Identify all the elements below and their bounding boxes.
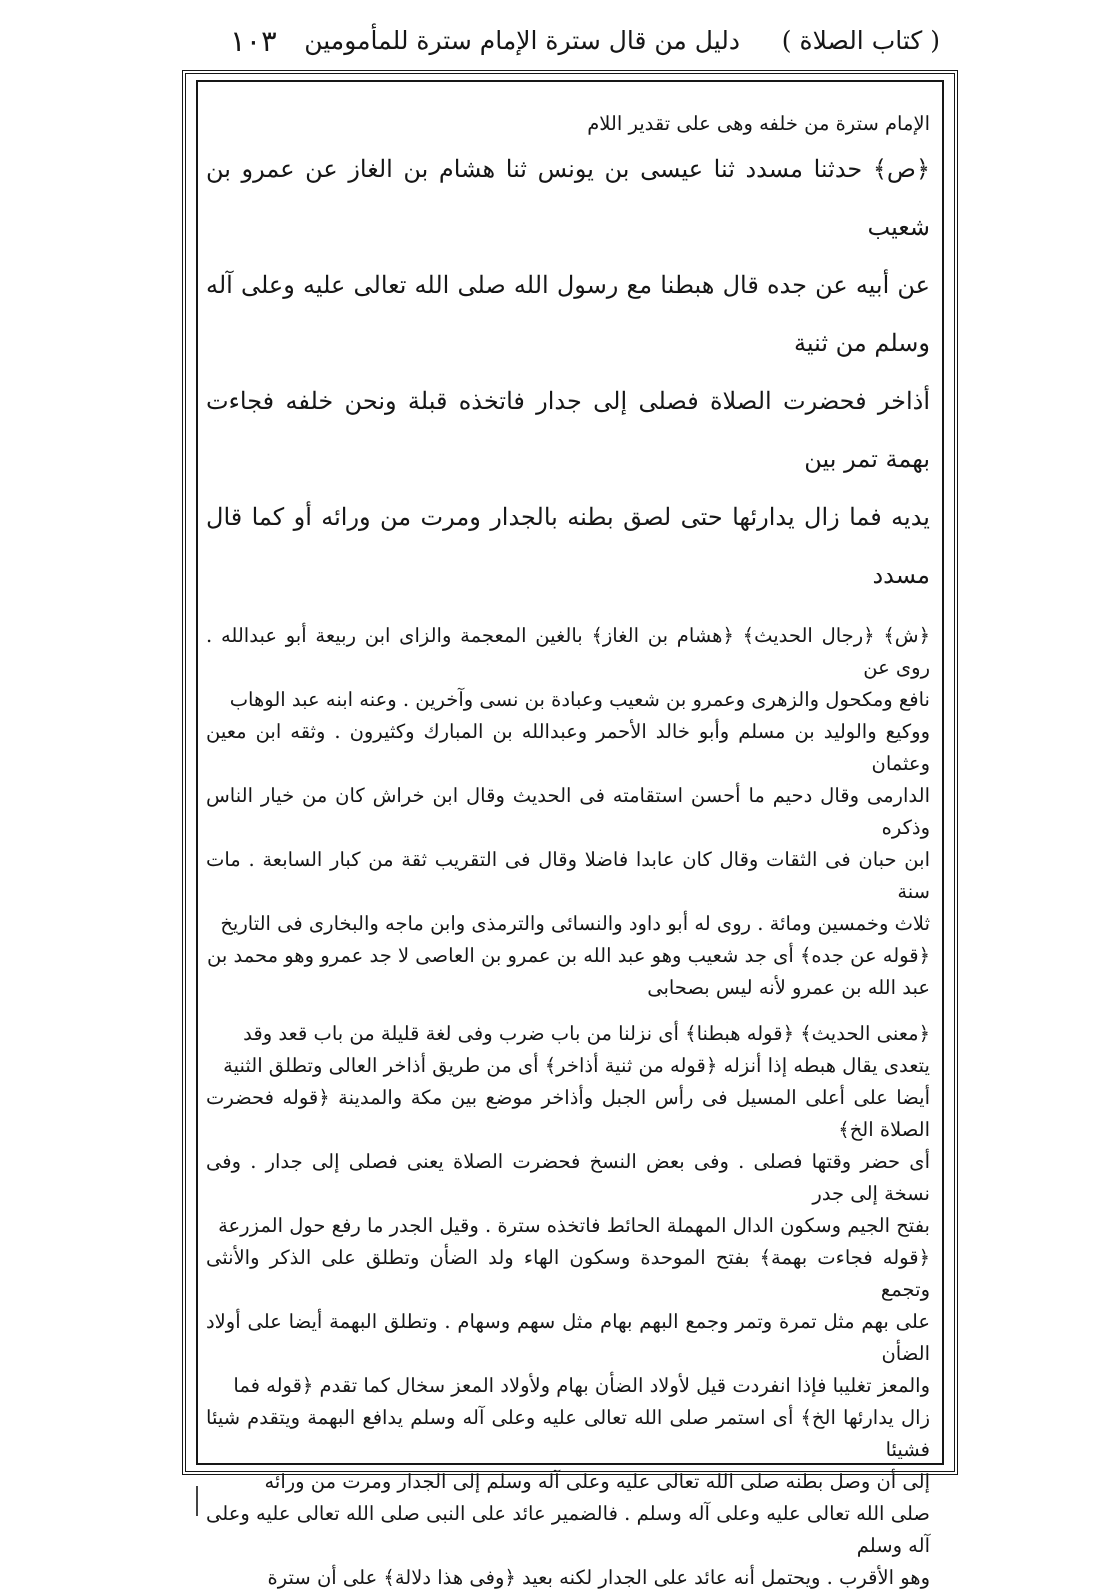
hadith-line: أذاخر فحضرت الصلاة فصلى إلى جدار فاتخذه قبلة ونحن خلفه فجاءت بهمة تمر بين (206, 387, 931, 473)
narrators-commentary (206, 620, 930, 1004)
commentary-line: على بهم مثل تمرة وتمر وجمع البهم بهام مثل سهم وسهام . وتطلق البهمة أيضا على أولاد الضأن (206, 1310, 930, 1365)
commentary-line: ﴿معنى الحديث﴾ ﴿قوله هبطنا﴾ أى نزلنا من باب ضرب وفى لغة قليلة من باب قعد وقد (243, 1022, 930, 1045)
commentary-line: نافع ومكحول والزهرى وعمرو بن شعيب وعبادة بن نسى وآخرين . وعنه ابنه عبد الوهاب (229, 688, 930, 711)
commentary-line: عبد الله بن عمرو لأنه ليس بصحابى (647, 976, 930, 999)
commentary-line: ثلاث وخمسين ومائة . روى له أبو داود والنسائى والترمذى وابن ماجه والبخارى فى التاريخ (220, 912, 930, 935)
intro-line: الإمام سترة من خلفه وهى على تقدير اللام (587, 112, 930, 135)
page-number: ١٠٣ (230, 24, 277, 58)
page-body (206, 108, 930, 1594)
chapter-title: ( كتاب الصلاة ) (781, 26, 940, 55)
section-title: دليل من قال سترة الإمام سترة للمأمومين (304, 26, 740, 55)
commentary-line: وهو الأقرب . ويحتمل أنه عائد على الجدار لكنه بعيد ﴿وفى هذا دلالة﴾ على أن سترة (267, 1566, 930, 1589)
hadith-text (206, 140, 930, 604)
commentary-line: ﴿قوله عن جده﴾ أى جد شعيب وهو عبد الله بن عمرو بن العاصى لا جد عمرو وهو محمد بن (207, 944, 930, 967)
commentary-line: زال يدارئها الخ﴾ أى استمر صلى الله تعالى عليه وعلى آله وسلم يدافع البهمة ويتقدم شيئا فشيئا (206, 1406, 930, 1461)
commentary-line: ﴿ش﴾ ﴿رجال الحديث﴾ ﴿هشام بن الغاز﴾ بالغين المعجمة والزاى ابن ربيعة أبو عبدالله . روى عن (206, 624, 930, 679)
commentary-line: والمعز تغليبا فإذا انفردت قيل لأولاد الضأن بهام ولأولاد المعز سخال كما تقدم ﴿قوله فما (233, 1374, 930, 1397)
hadith-line: ﴿ص﴾ حدثنا مسدد ثنا عيسى بن يونس ثنا هشام بن الغاز عن عمرو بن شعيب (206, 155, 931, 241)
commentary-line: أى حضر وقتها فصلى . وفى بعض النسخ فحضرت الصلاة يعنى فصلى إلى جدار . وفى نسخة إلى جدر (206, 1150, 930, 1205)
commentary-line: أيضا على أعلى المسيل فى رأس الجبل وأذاخر موضع بين مكة والمدينة ﴿قوله فحضرت الصلاة الخ﴾ (206, 1086, 930, 1141)
commentary-line: يتعدى يقال هبطه إذا أنزله ﴿قوله من ثنية أذاخر﴾ أى من طريق أذاخر العالى وتطلق الثنية (223, 1054, 930, 1077)
page-header (200, 20, 940, 72)
commentary-line: ووكيع والوليد بن مسلم وأبو خالد الأحمر وعبدالله بن المبارك وكثيرون . وثقه ابن معين وعثمان (206, 720, 930, 775)
commentary-line: ابن حبان فى الثقات وقال كان عابدا فاضلا وقال فى التقريب ثقة من كبار السابعة . مات سنة (206, 848, 930, 903)
commentary-line: بفتح الجيم وسكون الدال المهملة الحائط فاتخذه سترة . وقيل الجدر ما رفع حول المزرعة (218, 1214, 930, 1237)
commentary-line: الدارمى وقال دحيم ما أحسن استقامته فى الحديث وقال ابن خراش كان من خيار الناس وذكره (206, 784, 930, 839)
commentary-line: إلى أن وصل بطنه صلى الله تعالى عليه وعلى آله وسلم إلى الجدار ومرت من ورائه (264, 1470, 930, 1493)
hadith-line: يديه فما زال يدارئها حتى لصق بطنه بالجدار ومرت من ورائه أو كما قال مسدد (206, 503, 930, 589)
scan-mark (196, 1486, 198, 1516)
meaning-commentary (206, 1018, 930, 1594)
hadith-line: عن أبيه عن جده قال هبطنا مع رسول الله صلى الله تعالى عليه وعلى آله وسلم من ثنية (206, 271, 930, 357)
commentary-line: صلى الله تعالى عليه وعلى آله وسلم . فالضمير عائد على النبى صلى الله تعالى عليه وعلى آله وسلم (206, 1502, 930, 1557)
commentary-line: ﴿قوله فجاءت بهمة﴾ بفتح الموحدة وسكون الهاء ولد الضأن وتطلق على الذكر والأنثى وتجمع (206, 1246, 930, 1301)
